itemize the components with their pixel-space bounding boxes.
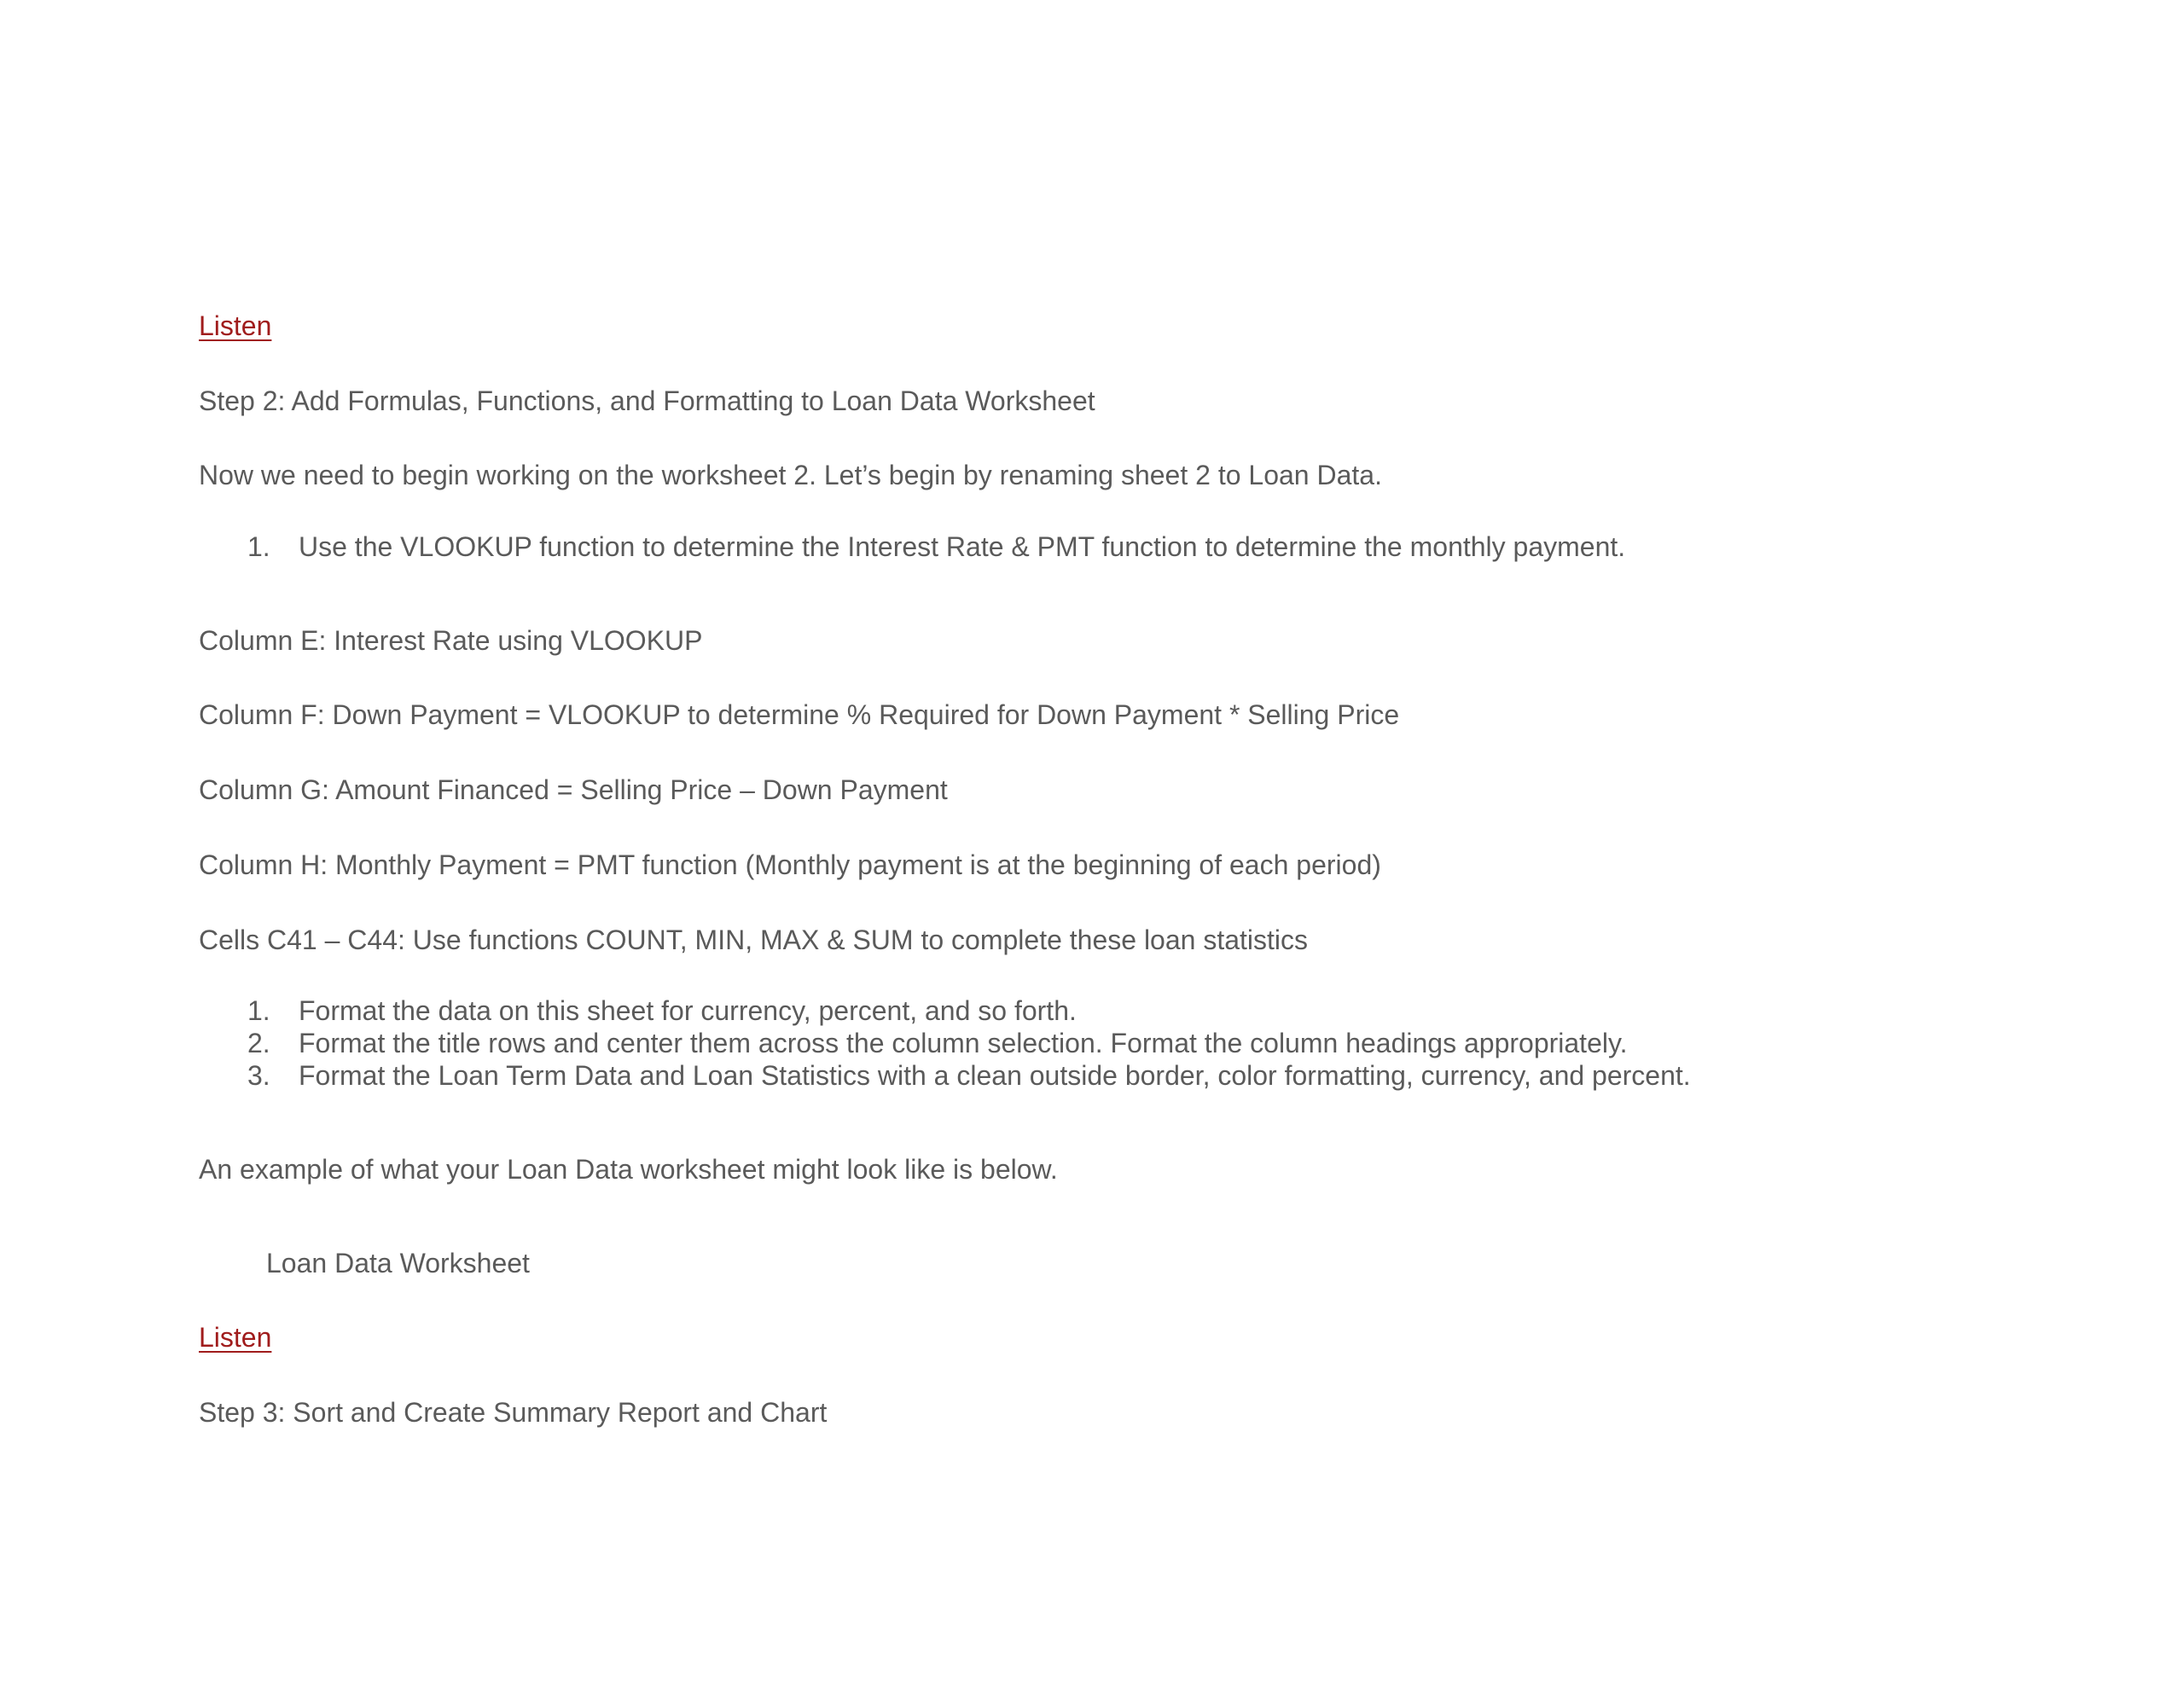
list-text: Format the title rows and center them across the column selection. Format the column headings appropriately. (299, 1028, 1628, 1058)
image-caption: Loan Data Worksheet (266, 1248, 530, 1278)
column-h-text: Column H: Monthly Payment = PMT function (Monthly payment is at the beginning of each period) (199, 849, 1381, 880)
cells-c41-c44-text: Cells C41 – C44: Use functions COUNT, MIN, MAX & SUM to complete these loan statistics (199, 925, 1309, 955)
listen-link-step3[interactable]: Listen (199, 1322, 272, 1353)
list2-item-3 (247, 1059, 1691, 1092)
list-text: Format the data on this sheet for currency, percent, and so forth. (299, 995, 1077, 1026)
list-number: 2. (247, 1028, 270, 1058)
column-e-text: Column E: Interest Rate using VLOOKUP (199, 625, 703, 656)
step3-heading: Step 3: Sort and Create Summary Report and Chart (199, 1397, 828, 1428)
list-number: 1. (247, 995, 270, 1026)
listen-link-step2[interactable]: Listen (199, 310, 272, 341)
list-number: 3. (247, 1060, 270, 1091)
step2-heading: Step 2: Add Formulas, Functions, and Formatting to Loan Data Worksheet (199, 386, 1095, 416)
column-g-text: Column G: Amount Financed = Selling Price – Down Payment (199, 774, 948, 805)
list2-item-1 (247, 994, 1077, 1027)
list-text: Use the VLOOKUP function to determine the Interest Rate & PMT function to determine the monthly payment. (299, 531, 1626, 562)
list-text: Format the Loan Term Data and Loan Statistics with a clean outside border, color formatting, currency, and percent. (299, 1060, 1691, 1091)
column-f-text: Column F: Down Payment = VLOOKUP to determine % Required for Down Payment * Selling Price (199, 699, 1400, 730)
step2-intro: Now we need to begin working on the worksheet 2. Let’s begin by renaming sheet 2 to Loan Data. (199, 460, 1382, 490)
list1-item-1 (247, 530, 1625, 563)
example-note: An example of what your Loan Data worksheet might look like is below. (199, 1154, 1058, 1185)
list2-item-2 (247, 1027, 1627, 1059)
list-number: 1. (247, 531, 270, 562)
